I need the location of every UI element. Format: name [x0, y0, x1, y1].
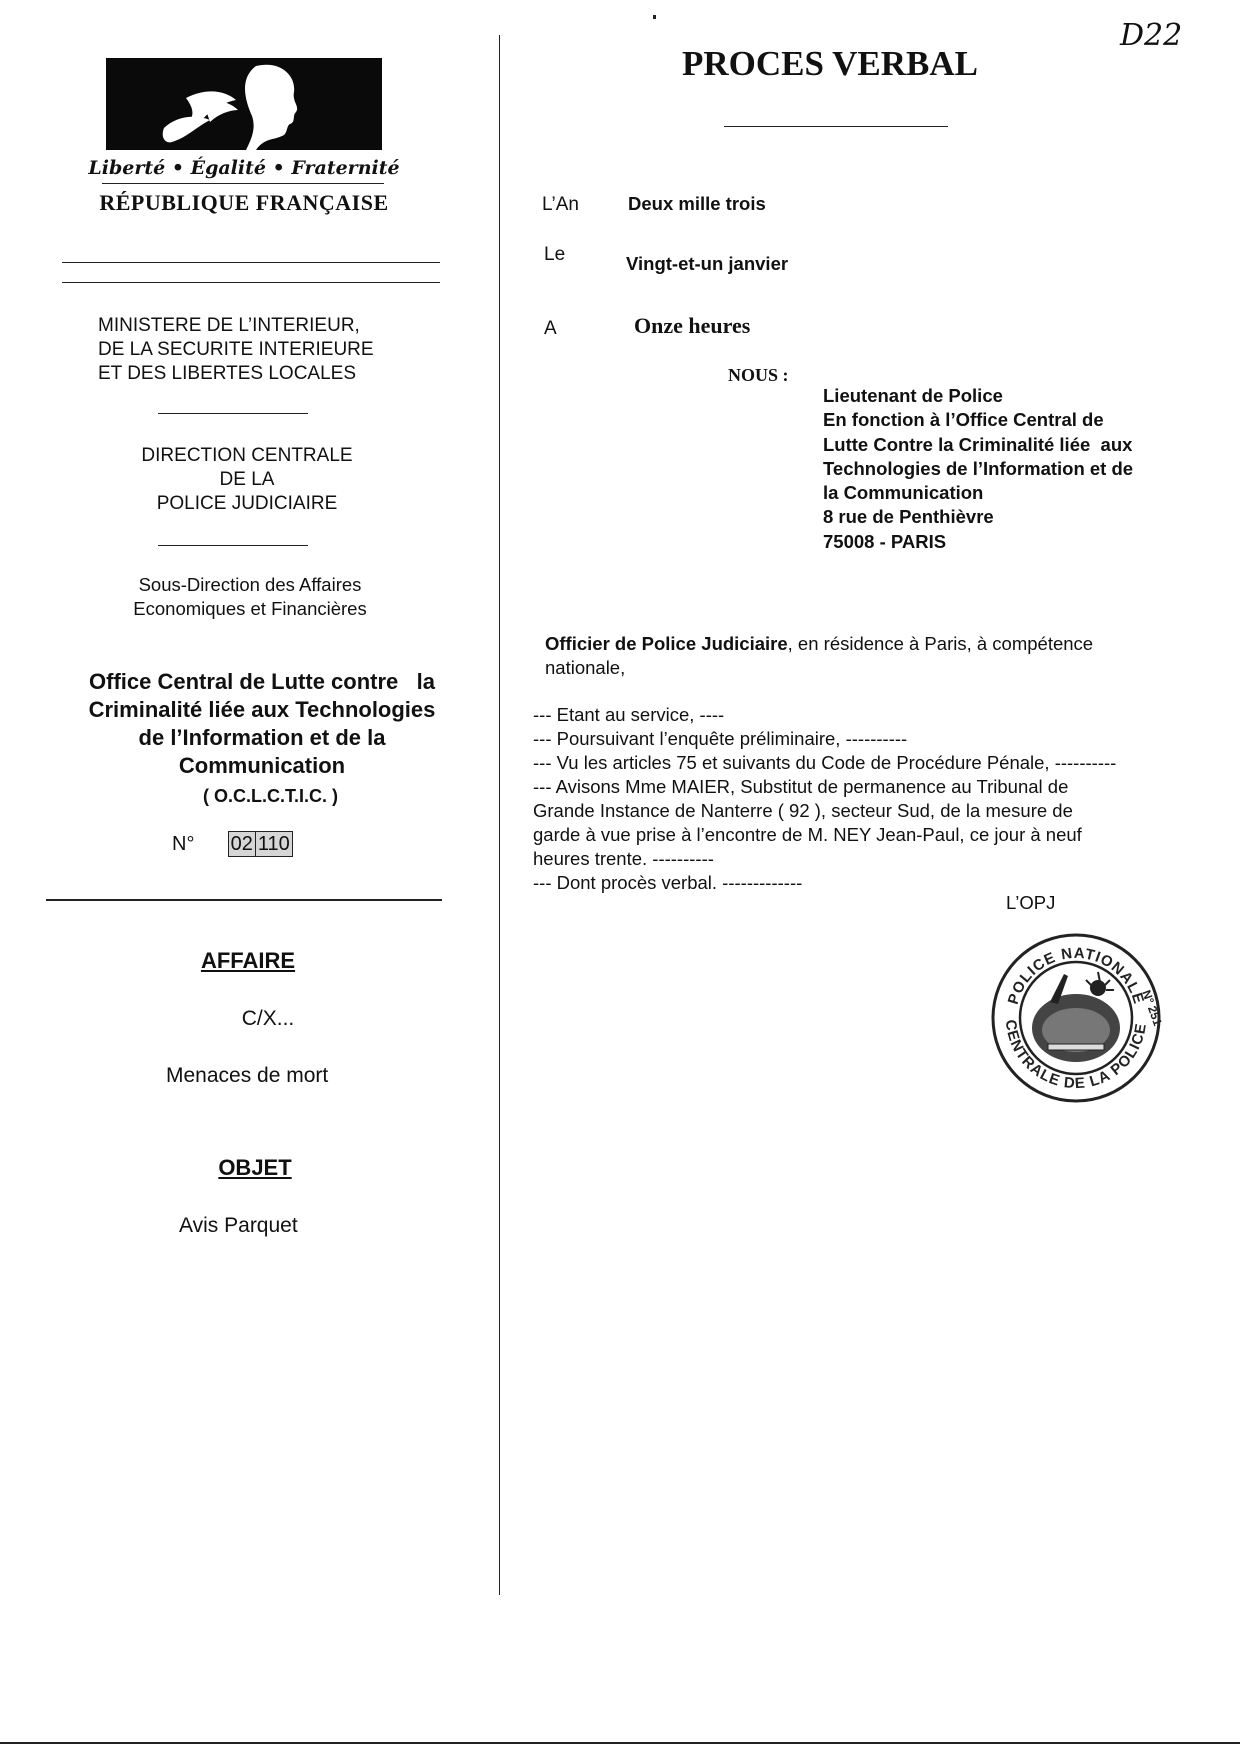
le-label: Le	[544, 244, 566, 265]
left-divider	[46, 899, 442, 901]
officer-line: Technologies de l’Information et de	[823, 457, 1134, 479]
officer-line: En fonction à l’Office Central de	[823, 409, 1104, 431]
direction-separator	[158, 545, 308, 546]
pv-body-line: --- Dont procès verbal. -------------	[533, 872, 803, 893]
direction-line: DIRECTION CENTRALE	[141, 445, 353, 466]
office-line: Communication	[178, 753, 346, 778]
marianne-logo-image	[106, 58, 382, 150]
direction-line: DE LA	[219, 469, 275, 490]
pv-title: PROCES VERBAL	[682, 44, 978, 83]
scan-dot	[653, 15, 656, 19]
a-value: Onze heures	[634, 313, 751, 338]
margin-note: D22	[1120, 18, 1183, 53]
officer-line: 8 rue de Penthièvre	[823, 506, 994, 528]
column-divider	[499, 35, 500, 1595]
case-number-part2: 110	[256, 831, 293, 857]
officer-line: Lutte Contre la Criminalité liée aux	[823, 433, 1133, 455]
signature-label: L’OPJ	[1006, 892, 1056, 913]
stamp-top-text: POLICE NATIONALE	[1004, 944, 1148, 1007]
pv-body-line: garde à vue prise à l’encontre de M. NEY Jean-Paul, ce jour à neuf	[533, 824, 1082, 845]
marianne-logo	[106, 58, 382, 150]
ministry-line: ET DES LIBERTES LOCALES	[98, 363, 357, 384]
republic-title: RÉPUBLIQUE FRANÇAISE	[99, 190, 389, 215]
case-number-part1: 02	[228, 831, 256, 857]
case-number-label: N°	[172, 833, 195, 855]
pv-body-line: --- Avisons Mme MAIER, Substitut de permanence au Tribunal de	[533, 776, 1069, 797]
opj-bold: Officier de Police Judiciaire	[545, 633, 788, 654]
nous-label: NOUS :	[728, 365, 789, 385]
affaire-line-2: Menaces de mort	[166, 1064, 329, 1087]
direction-block	[82, 444, 412, 516]
opj-line-1	[545, 632, 1195, 656]
office-line: Office Central de Lutte contre la	[89, 669, 435, 694]
case-number	[172, 831, 293, 857]
opj-paragraph	[545, 632, 1195, 680]
affaire-heading: AFFAIRE	[200, 948, 296, 973]
ministry-block	[98, 314, 374, 386]
official-stamp-image	[990, 932, 1162, 1104]
official-stamp	[990, 932, 1162, 1104]
opj-line-2: nationale,	[545, 657, 626, 678]
le-value: Vingt-et-un janvier	[626, 253, 789, 274]
pv-body-line: Grande Instance de Nanterre ( 92 ), secteur Sud, de la mesure de	[533, 800, 1073, 821]
ministry-separator	[158, 413, 308, 414]
stamp-bottom-text: CENTRALE DE LA POLICE	[1001, 1018, 1150, 1093]
office-block	[52, 668, 472, 780]
pv-body-line: --- Poursuivant l’enquête préliminaire, ----------	[533, 728, 908, 749]
motto: Liberté • Égalité • Fraternité	[88, 157, 400, 179]
header-rule-2	[62, 282, 440, 283]
header-rule-1	[62, 262, 440, 263]
stamp-number-text: N° 251	[1139, 988, 1162, 1028]
pv-body-line: --- Etant au service, ----	[533, 704, 725, 725]
objet-heading: OBJET	[218, 1155, 292, 1180]
office-line: de l’Information et de la	[138, 725, 386, 750]
direction-line: POLICE JUDICIAIRE	[156, 493, 338, 514]
ministry-line: MINISTERE DE L’INTERIEUR,	[98, 315, 360, 336]
officer-block	[823, 384, 1133, 554]
opj-rest-1: , en résidence à Paris, à compétence	[787, 633, 1094, 654]
an-value: Deux mille trois	[628, 193, 766, 214]
officer-line: 75008 - PARIS	[823, 530, 947, 552]
pv-body-line: heures trente. ----------	[533, 848, 714, 869]
pv-body	[533, 703, 1203, 895]
bottom-scan-edge	[0, 1742, 1240, 1744]
officer-line: la Communication	[823, 482, 984, 504]
pv-title-underline	[724, 126, 948, 127]
pv-body-line: --- Vu les articles 75 et suivants du Code de Procédure Pénale, ----------	[533, 752, 1117, 773]
ministry-line: DE LA SECURITE INTERIEURE	[98, 339, 374, 360]
motto-underline	[102, 183, 384, 184]
subdirection-line: Economiques et Financières	[133, 598, 367, 619]
a-label: A	[544, 318, 557, 339]
office-line: Criminalité liée aux Technologies	[88, 697, 436, 722]
affaire-line-1: C/X...	[241, 1007, 295, 1030]
an-label: L’An	[542, 194, 579, 215]
objet-value: Avis Parquet	[179, 1214, 298, 1237]
subdirection-line: Sous-Direction des Affaires	[138, 574, 362, 595]
office-acronym: ( O.C.L.C.T.I.C. )	[203, 786, 338, 806]
officer-line: Lieutenant de Police	[823, 385, 1003, 406]
subdirection-block	[82, 573, 418, 621]
